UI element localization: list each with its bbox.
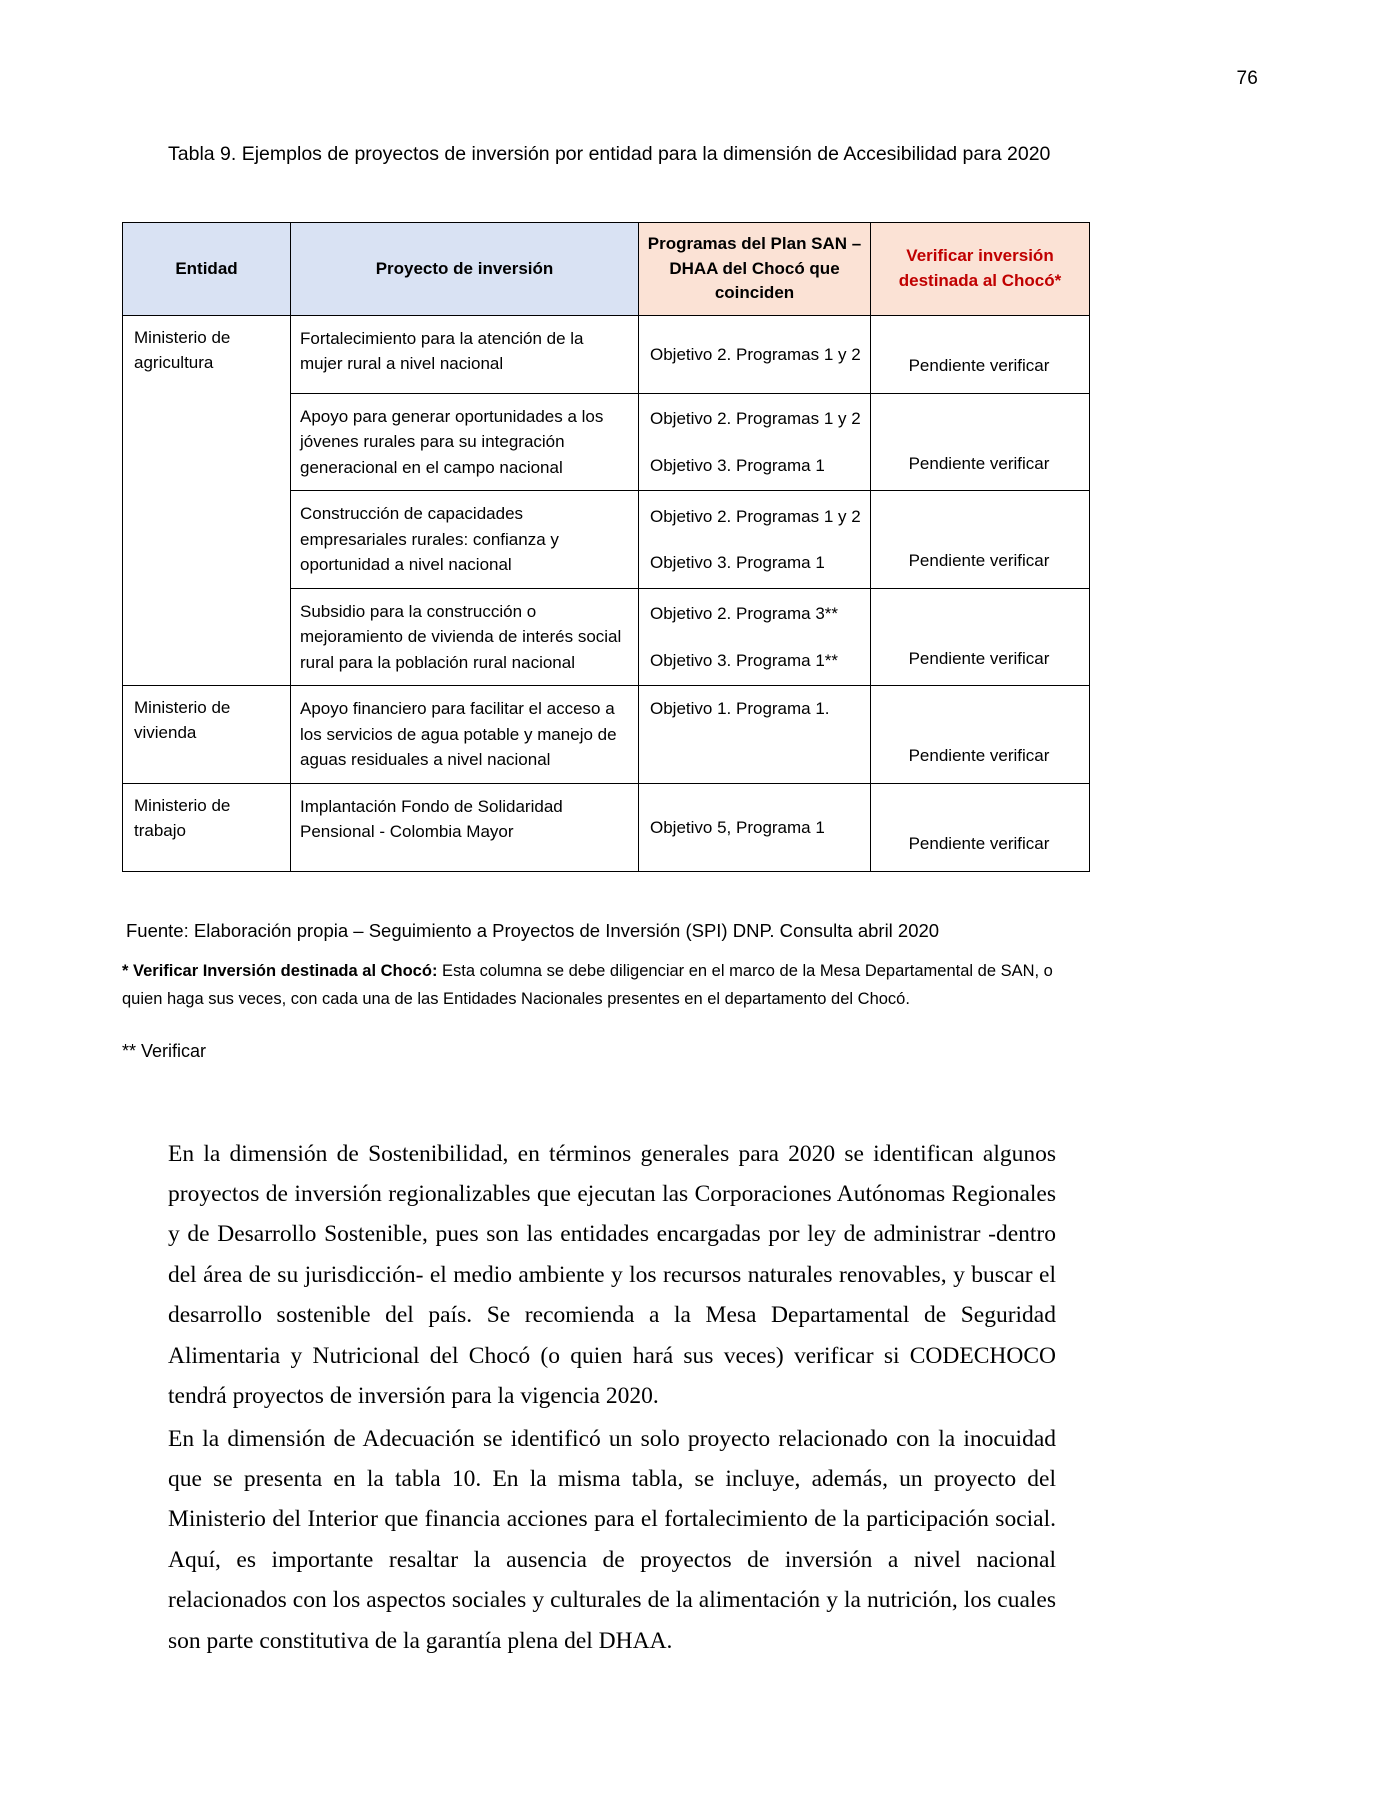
entidad-line2: trabajo: [134, 820, 186, 840]
programa-line: Objetivo 2. Programas 1 y 2: [650, 506, 861, 526]
column-header-verificar-line1: Verificar inversión: [906, 246, 1054, 266]
page-number: 76: [1236, 68, 1258, 89]
cell-verificar: [871, 783, 1090, 871]
cell-entidad: [123, 315, 291, 686]
column-header-programas-line1: Programas del Plan SAN –: [647, 234, 862, 253]
cell-programas: [639, 783, 871, 871]
verificar-status: Pendiente verificar: [908, 356, 1050, 376]
investment-projects-table: [122, 222, 1090, 872]
verificar-status: Pendiente verificar: [908, 551, 1050, 571]
table-row: [123, 686, 1090, 784]
programa-line: Objetivo 5, Programa 1: [650, 817, 825, 837]
entidad-line2: agricultura: [134, 352, 214, 372]
programa-line: Objetivo 1. Programa 1.: [650, 699, 830, 719]
cell-entidad: [123, 783, 291, 871]
column-header-entidad: Entidad: [123, 223, 291, 316]
cell-verificar: [871, 686, 1090, 784]
entidad-line1: Ministerio de: [134, 327, 231, 347]
cell-proyecto: Implantación Fondo de Solidaridad Pensional - Colombia Mayor: [291, 783, 639, 871]
table-source-note: Fuente: Elaboración propia – Seguimiento a Proyectos de Inversión (SPI) DNP. Consulta abril 2020: [126, 920, 940, 941]
table-caption: Tabla 9. Ejemplos de proyectos de inversión por entidad para la dimensión de Accesibilidad para 2020: [168, 143, 1051, 165]
table-header-row: [123, 223, 1090, 316]
footnote-single-asterisk-label: * Verificar Inversión destinada al Chocó:: [122, 962, 438, 980]
footnote-single-asterisk-text: Esta columna se debe diligenciar en el marco de la Mesa Departamental de SAN, o quien haga sus veces, con cada una de las Entidades Nacionales presentes en el departamento del Chocó.: [122, 962, 1053, 1008]
footnote-double-asterisk: ** Verificar: [122, 1041, 207, 1061]
body-paragraph-sostenibilidad: En la dimensión de Sostenibilidad, en términos generales para 2020 se identifican algunos proyectos de inversión regionalizables que ejecutan las Corporaciones Autónomas Regionales y de Desarrollo Sostenible, pues son las entidades encargadas por ley de administrar -dentro del área de su jurisdicción- el medio ambiente y los recursos naturales renovables, y buscar el desarrollo sostenible del país. Se recomienda a la Mesa Departamental de Seguridad Alimentaria y Nutricional del Chocó (o quien hará sus veces) verificar si CODECHOCO tendrá proyectos de inversión para la vigencia 2020.: [168, 1140, 1056, 1409]
programa-line: Objetivo 2. Programa 3**: [650, 604, 839, 624]
table-row: [123, 315, 1090, 393]
entidad-line1: Ministerio de: [134, 795, 231, 815]
verificar-status: Pendiente verificar: [908, 746, 1050, 766]
verificar-status: Pendiente verificar: [908, 453, 1050, 473]
column-header-programas-line2: DHAA del Chocó que: [669, 258, 840, 278]
cell-proyecto: Fortalecimiento para la atención de la mujer rural a nivel nacional: [291, 315, 639, 393]
verificar-status: Pendiente verificar: [908, 648, 1050, 668]
body-paragraph-adecuacion: En la dimensión de Adecuación se identificó un solo proyecto relacionado con la inocuidad que se presenta en la tabla 10. En la misma tabla, se incluye, además, un proyecto del Ministerio del Interior que financia acciones para el fortalecimiento de la participación social. Aquí, es importante resaltar la ausencia de proyectos de inversión a nivel nacional relacionados con los aspectos sociales y culturales de la alimentación y la nutrición, los cuales son parte constitutiva de la garantía plena del DHAA.: [168, 1425, 1056, 1654]
cell-verificar: [871, 393, 1090, 491]
cell-verificar: [871, 315, 1090, 393]
programa-line: Objetivo 3. Programa 1: [650, 553, 825, 573]
column-header-proyecto: Proyecto de inversión: [291, 223, 639, 316]
cell-programas: [639, 315, 871, 393]
table-row: [123, 783, 1090, 871]
cell-programas: [639, 393, 871, 491]
cell-programas: [639, 686, 871, 784]
column-header-verificar: [871, 223, 1090, 316]
cell-entidad: [123, 686, 291, 784]
column-header-programas-line3: coinciden: [714, 283, 795, 303]
entidad-line1: Ministerio de: [134, 698, 231, 718]
cell-proyecto: Construcción de capacidades empresariales rurales: confianza y oportunidad a nivel nacional: [291, 491, 639, 589]
programa-line: Objetivo 3. Programa 1**: [650, 650, 839, 670]
verificar-status: Pendiente verificar: [908, 834, 1050, 854]
footnote-single-asterisk: [122, 958, 1088, 1013]
column-header-programas: [639, 223, 871, 316]
table-header: [123, 223, 1090, 316]
cell-proyecto: Apoyo para generar oportunidades a los jóvenes rurales para su integración generacional en el campo nacional: [291, 393, 639, 491]
programa-line: Objetivo 2. Programas 1 y 2: [650, 409, 861, 429]
cell-programas: [639, 491, 871, 589]
programa-line: Objetivo 3. Programa 1: [650, 455, 825, 475]
cell-proyecto: Subsidio para la construcción o mejoramiento de vivienda de interés social rural para la población rural nacional: [291, 588, 639, 686]
entidad-line2: vivienda: [134, 723, 197, 743]
cell-programas: [639, 588, 871, 686]
cell-verificar: [871, 588, 1090, 686]
table-body: [123, 315, 1090, 871]
programa-line: Objetivo 2. Programas 1 y 2: [650, 344, 861, 364]
cell-proyecto: Apoyo financiero para facilitar el acceso a los servicios de agua potable y manejo de aguas residuales a nivel nacional: [291, 686, 639, 784]
cell-verificar: [871, 491, 1090, 589]
column-header-verificar-line2: destinada al Chocó*: [898, 270, 1062, 290]
